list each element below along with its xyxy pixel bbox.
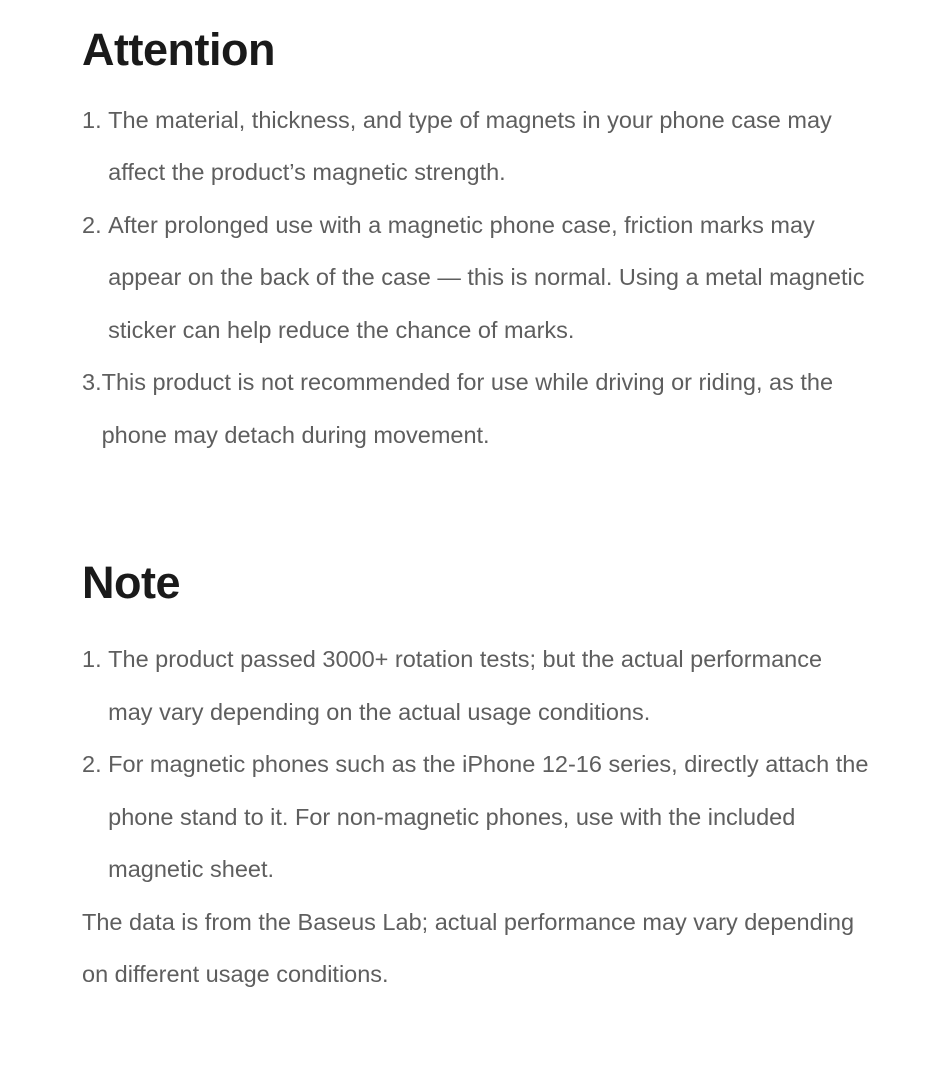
list-item (82, 738, 872, 896)
list-item (82, 94, 872, 199)
list-item (82, 356, 872, 461)
attention-title: Attention (82, 24, 275, 75)
list-item-marker: 2. (82, 211, 109, 238)
bottom-spacer (82, 1024, 872, 1064)
list-item-marker: 1. (82, 106, 109, 133)
note-list (82, 633, 872, 896)
note-section (82, 557, 872, 1000)
note-trailing-text: The data is from the Baseus Lab; actual performance may vary depending on different usage conditions. (82, 908, 855, 987)
attention-section (82, 24, 872, 461)
list-item-text: This product is not recommended for use while driving or riding, as the phone may detach during movement. (101, 369, 834, 448)
list-item-text: The material, thickness, and type of magnets in your phone case may affect the product’s magnetic strength. (108, 106, 832, 186)
list-item (82, 633, 872, 738)
list-item-marker: 1. (82, 646, 109, 672)
list-item (82, 199, 872, 357)
list-item-text: After prolonged use with a magnetic phone case, friction marks may appear on the back of the case — this is normal. Using a metal magnetic sticker can help reduce the chance of marks. (108, 211, 865, 343)
list-item-marker: 3. (82, 369, 102, 396)
list-item-text: For magnetic phones such as the iPhone 12-16 series, directly attach the phone stand to it. For non-magnetic phones, use with the included magnetic sheet. (108, 751, 869, 882)
list-item-text: The product passed 3000+ rotation tests; but the actual performance may vary depending on the actual usage conditions. (108, 646, 823, 725)
list-item-marker: 2. (82, 751, 109, 777)
note-title: Note (82, 557, 180, 609)
attention-list (82, 94, 872, 462)
